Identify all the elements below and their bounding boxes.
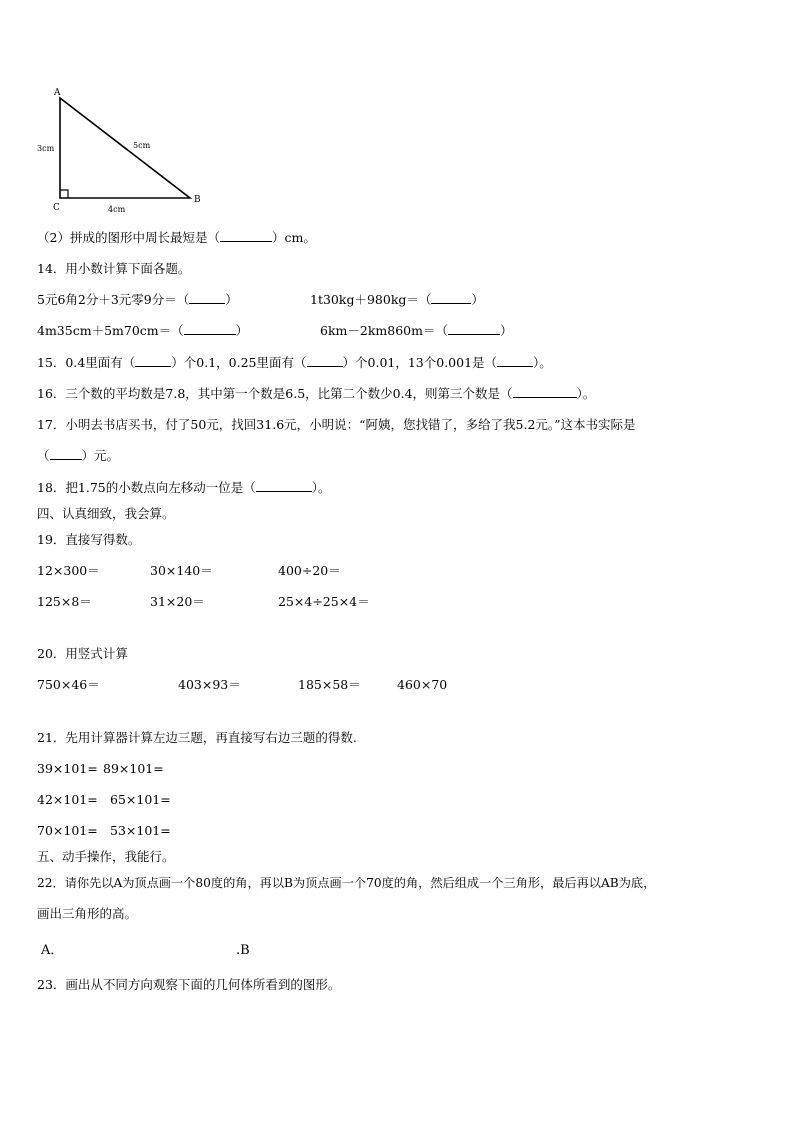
q20-item-4: 460×70: [397, 677, 448, 692]
q19-r2-c1: 125×8＝: [37, 594, 92, 609]
q19-r1-c3: 400÷20＝: [278, 563, 341, 578]
answer-blank[interactable]: [256, 480, 312, 492]
question-13-part-2: （2）拼成的图形中周长最短是（ ）cm。: [37, 230, 316, 245]
q21-r2-c2: 65×101=: [110, 792, 171, 807]
side-ac-label: 3cm: [37, 144, 55, 153]
answer-blank[interactable]: [513, 386, 577, 398]
q20-item-1: 750×46＝: [37, 677, 100, 692]
question-16: 16．三个数的平均数是7.8，其中第一个数是6.5，比第二个数少0.4，则第三个数是（ ）。: [37, 386, 596, 401]
question-19-title: 19．直接写得数。: [37, 532, 141, 547]
q19-r1-c2: 30×140＝: [150, 563, 213, 578]
vertex-b-label: B: [194, 195, 201, 205]
question-22-line-1: 22．请你先以A为顶点画一个80度的角，再以B为顶点画一个70度的角，然后组成一个三角形，最后再以AB为底，: [37, 876, 656, 890]
answer-blank[interactable]: [431, 292, 471, 304]
point-a-label: A．: [41, 943, 64, 958]
right-triangle-figure: [30, 84, 220, 219]
question-14-item-c: 4m35cm＋5m70cm＝（ ）: [37, 323, 249, 338]
q21-r1-c1: 39×101=: [37, 761, 98, 776]
vertex-a-label: A: [54, 88, 61, 98]
question-15: 15．0.4里面有（ ）个0.1，0.25里面有（ ）个0.01，13个0.001是（ ）。: [37, 355, 552, 370]
answer-blank[interactable]: [307, 355, 343, 367]
vertex-c-label: C: [53, 203, 60, 213]
triangle-outline: [60, 98, 190, 198]
question-14-title: 14．用小数计算下面各题。: [37, 261, 191, 276]
question-20-title: 20．用竖式计算: [37, 646, 128, 661]
question-14-item-b: 1t30kg＋980kg＝（ ）: [310, 292, 484, 307]
side-ab-label: 5cm: [133, 141, 151, 150]
q20-item-2: 403×93＝: [178, 677, 241, 692]
question-14-item-a: 5元6角2分＋3元零9分＝（ ）: [37, 292, 238, 307]
q21-r1-c2: 89×101=: [103, 761, 164, 776]
answer-blank[interactable]: [184, 323, 236, 335]
side-cb-label: 4cm: [108, 205, 126, 214]
question-18: 18．把1.75的小数点向左移动一位是（ ）。: [37, 480, 331, 495]
answer-blank[interactable]: [135, 355, 171, 367]
question-17-line-1: 17．小明去书店买书，付了50元，找回31.6元，小明说：“阿姨，您找错了，多给了我5.2元。”这本书实际是: [37, 417, 636, 432]
question-22-line-2: 画出三角形的高。: [37, 906, 138, 921]
answer-blank[interactable]: [189, 292, 225, 304]
answer-blank[interactable]: [50, 448, 82, 460]
answer-blank[interactable]: [448, 323, 500, 335]
question-21-title: 21．先用计算器计算左边三题，再直接写右边三题的得数.: [37, 730, 357, 745]
right-angle-mark: [60, 190, 68, 198]
q20-item-3: 185×58＝: [298, 677, 361, 692]
q19-r2-c2: 31×20＝: [150, 594, 205, 609]
answer-blank[interactable]: [220, 230, 272, 242]
question-17-line-2: （ ）元。: [37, 448, 120, 463]
q19-r2-c3: 25×4÷25×4＝: [278, 594, 370, 609]
answer-blank[interactable]: [497, 355, 533, 367]
question-23-title: 23．画出从不同方向观察下面的几何体所看到的图形。: [37, 977, 341, 992]
question-14-item-d: 6km－2km860m＝（ ）: [320, 323, 513, 338]
point-b-label: .B: [236, 943, 250, 958]
section-4-heading: 四、认真细致，我会算。: [37, 506, 175, 521]
q21-r3-c1: 70×101=: [37, 823, 98, 838]
q21-r2-c1: 42×101=: [37, 792, 98, 807]
q19-r1-c1: 12×300＝: [37, 563, 100, 578]
section-5-heading: 五、动手操作，我能行。: [37, 849, 175, 864]
q21-r3-c2: 53×101=: [110, 823, 171, 838]
